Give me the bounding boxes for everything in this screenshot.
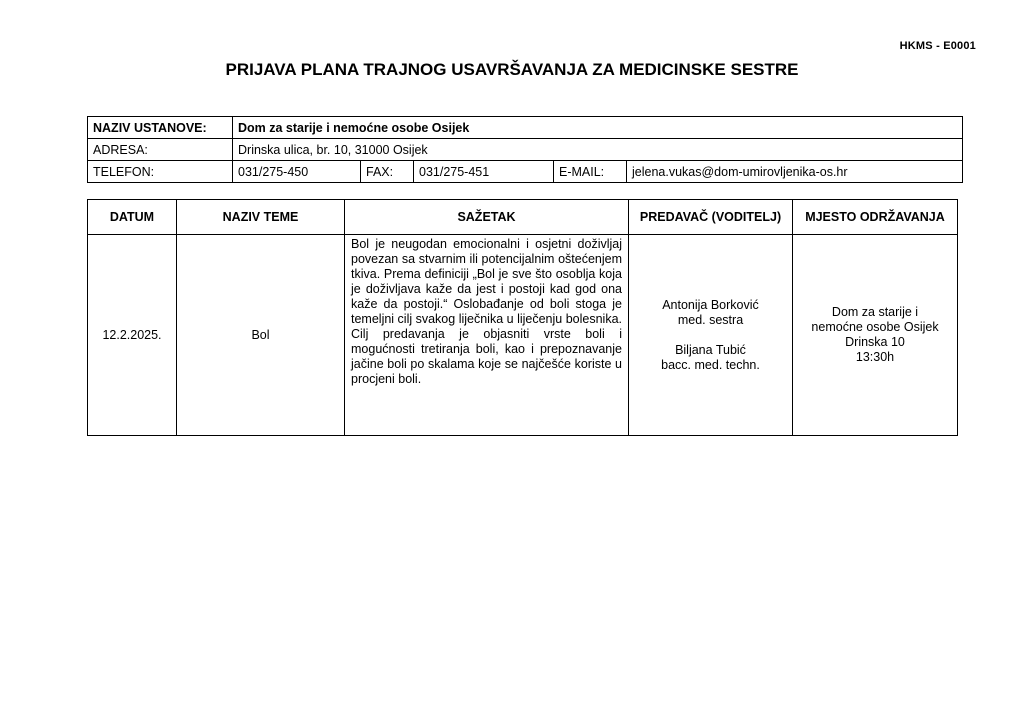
venue-line-3: Drinska 10 (845, 335, 905, 349)
institution-name-row (88, 117, 963, 139)
date-cell: 12.2.2025. (88, 235, 177, 436)
column-header-date: DATUM (88, 200, 177, 235)
address-row (88, 139, 963, 161)
venue-line-2: nemoćne osobe Osijek (811, 320, 939, 334)
institution-name-label: NAZIV USTANOVE: (88, 117, 233, 139)
topic-cell: Bol (177, 235, 345, 436)
table-header-row (88, 200, 958, 235)
column-header-summary: SAŽETAK (345, 200, 629, 235)
summary-cell: Bol je neugodan emocionalni i osjetni doživljaj povezan sa stvarnim ili potencijalnim oštećenjem tkiva. Prema definiciji „Bol je sve što osoblja koja je doživljava kaže da jest i postoji kad god ona kaže da postoji.“ Oslobađanje od boli stoga je temeljni cilj svakog liječnika u liječenju bolesnika. Cilj predavanja je objasniti vrste boli i mogućnosti tretiranja boli, kao i prepoznavanje jačine boli po skalama koje se najčešće koriste u procjeni boli. (345, 235, 629, 436)
plan-table (87, 199, 958, 436)
address-label: ADRESA: (88, 139, 233, 161)
column-header-lecturer: PREDAVAČ (VODITELJ) (629, 200, 793, 235)
lecturer-2-name: Biljana Tubić (675, 342, 746, 357)
page-title: PRIJAVA PLANA TRAJNOG USAVRŠAVANJA ZA MEDICINSKE SESTRE (225, 60, 799, 79)
lecturer-1-name: Antonija Borković (662, 297, 759, 312)
lecturer-cell (629, 235, 793, 436)
lecturer-2-title: bacc. med. techn. (661, 357, 760, 372)
lecturer-1-title: med. sestra (677, 312, 744, 327)
email-label: E-MAIL: (554, 161, 627, 183)
column-header-topic: NAZIV TEME (177, 200, 345, 235)
email-value: jelena.vukas@dom-umirovljenika-os.hr (627, 161, 963, 183)
phone-label: TELEFON: (88, 161, 233, 183)
contact-row (88, 161, 963, 183)
institution-table (87, 116, 963, 183)
venue-line-1: Dom za starije i (831, 305, 919, 319)
venue-cell (793, 235, 958, 436)
fax-value: 031/275-451 (414, 161, 554, 183)
column-header-venue: MJESTO ODRŽAVANJA (793, 200, 958, 235)
table-row (88, 235, 958, 436)
phone-value: 031/275-450 (233, 161, 361, 183)
form-code: HKMS - E0001 (899, 40, 976, 52)
address-value: Drinska ulica, br. 10, 31000 Osijek (233, 139, 963, 161)
fax-label: FAX: (361, 161, 414, 183)
institution-name-value: Dom za starije i nemoćne osobe Osijek (233, 117, 963, 139)
venue-time: 13:30h (855, 350, 895, 364)
